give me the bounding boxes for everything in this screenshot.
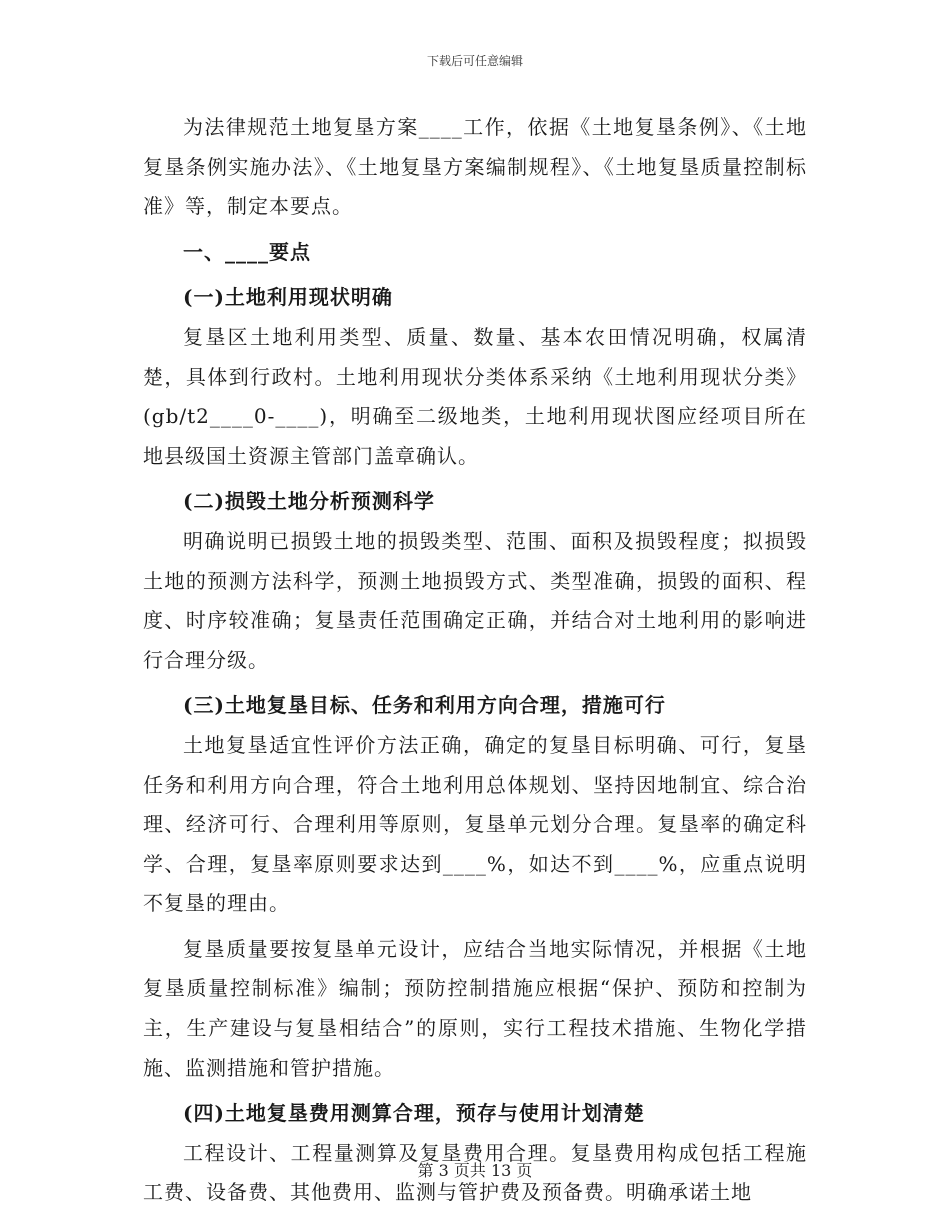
intro-paragraph: 为法律规范土地复垦方案____工作，依据《土地复垦条例》、《土地复垦条例实施办法》、《土地复垦方案编制规程》、《土地复垦质量控制标准》等，制定本要点。 — [143, 115, 807, 219]
subsection-3-heading: (三)土地复垦目标、任务和利用方向合理，措施可行 — [183, 693, 666, 718]
subsection-2-paragraph: 明确说明已损毁土地的损毁类型、范围、面积及损毁程度；拟损毁土地的预测方法科学，预测土地损毁方式、类型准确，损毁的面积、程度、时序较准确；复垦责任范围确定正确，并结合对土地利用的影响进行合理分级。 — [143, 528, 807, 672]
subsection-3-paragraph-2: 复垦质量要按复垦单元设计，应结合当地实际情况，并根据《土地复垦质量控制标准》编制；预防控制措施应根据“保护、预防和控制为主，生产建设与复垦相结合”的原则，实行工程技术措施、生物化学措施、监测措施和管护措施。 — [143, 936, 807, 1080]
subsection-4-heading: (四)土地复垦费用测算合理，预存与使用计划清楚 — [183, 1101, 645, 1126]
document-body — [143, 108, 807, 1213]
subsection-1-paragraph: 复垦区土地利用类型、质量、数量、基本农田情况明确，权属清楚，具体到行政村。土地利用现状分类体系采纳《土地利用现状分类》(gb/t2____0-____)，明确至二级地类，土地利用现状图应经项目所在地县级国土资源主管部门盖章确认。 — [143, 324, 807, 468]
page-number: 第 3 页共 13 页 — [417, 1161, 533, 1180]
subsection-3-paragraph-1: 土地复垦适宜性评价方法正确，确定的复垦目标明确、可行，复垦任务和利用方向合理，符合土地利用总体规划、坚持因地制宜、综合治理、经济可行、合理利用等原则，复垦单元划分合理。复垦率的确定科学、合理，复垦率原则要求达到____%，如达不到____%，应重点说明不复垦的理由。 — [143, 732, 807, 916]
subsection-4-paragraph: 工程设计、工程量测算及复垦费用合理。复垦费用构成包括工程施工费、设备费、其他费用、监测与管护费及预备费。明确承诺土地 — [143, 1140, 807, 1205]
page-header-note: 下载后可任意编辑 — [426, 54, 523, 68]
section-1-heading: 一、____要点 — [183, 239, 311, 264]
subsection-1-heading: (一)土地利用现状明确 — [183, 285, 393, 310]
subsection-2-heading: (二)损毁土地分析预测科学 — [183, 489, 435, 514]
